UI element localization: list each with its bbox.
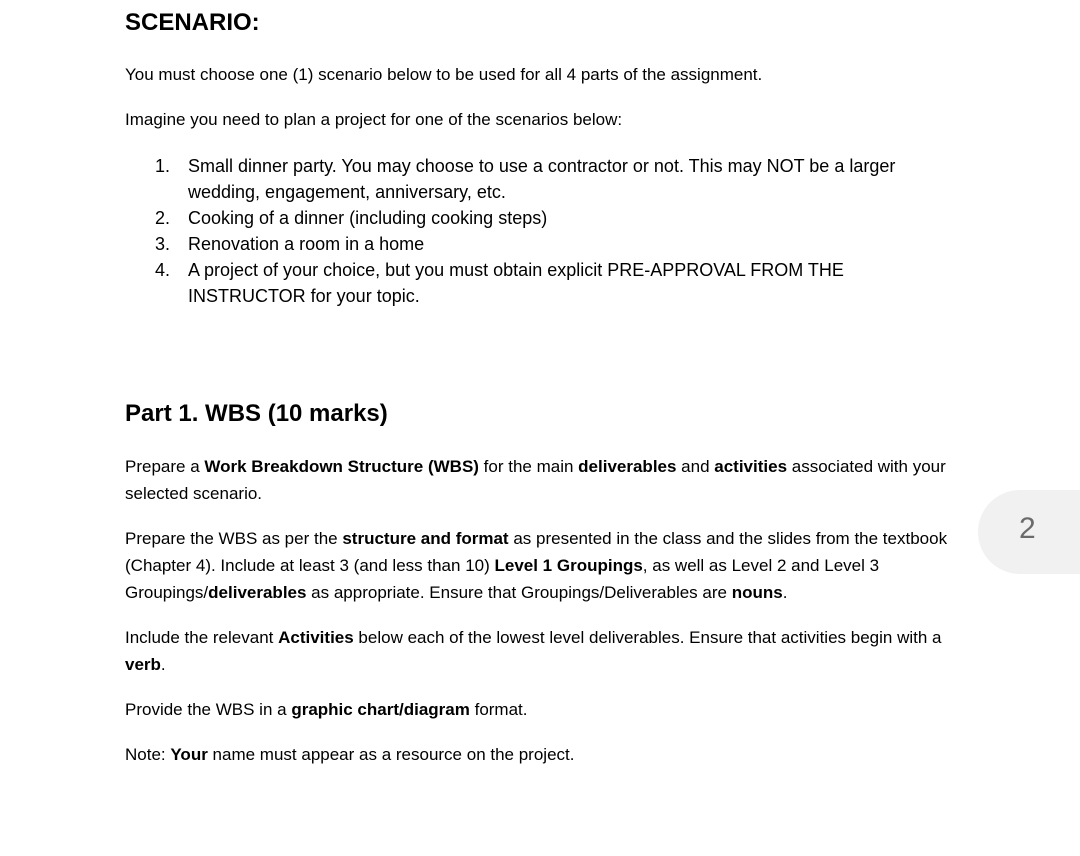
list-item-number: 4. (155, 260, 171, 280)
list-item (155, 153, 915, 205)
list-item (155, 257, 915, 309)
wbs-note: Note: Your name must appear as a resource on the project. (125, 745, 575, 764)
list-item (155, 205, 915, 231)
wbs-paragraph-1: Prepare a Work Breakdown Structure (WBS) for the main deliverables and activities associated with your selected scenario. (125, 457, 946, 503)
list-item-number: 2. (155, 208, 171, 228)
list-item-text: Cooking of a dinner (including cooking steps) (188, 208, 548, 228)
list-item-number: 3. (155, 234, 171, 254)
wbs-paragraph-4: Provide the WBS in a graphic chart/diagram format. (125, 700, 528, 719)
list-item (155, 231, 915, 257)
intro-paragraph-2: Imagine you need to plan a project for one of the scenarios below: (125, 110, 623, 129)
wbs-paragraph-3: Include the relevant Activities below each of the lowest level deliverables. Ensure that activities begin with a verb. (125, 628, 942, 674)
part1-heading: Part 1. WBS (10 marks) (125, 400, 388, 427)
list-item-text: Small dinner party. You may choose to use a contractor or not. This may NOT be a larger wedding, engagement, anniversary, etc. (188, 156, 896, 202)
list-item-text: A project of your choice, but you must obtain explicit PRE-APPROVAL FROM THE INSTRUCTOR for your topic. (188, 260, 844, 306)
wbs-paragraph-2: Prepare the WBS as per the structure and format as presented in the class and the slides from the textbook (Chapter 4). Include at least 3 (and less than 10) Level 1 Groupings, as well as Level 2 and Level 3 Groupings/deliverables as appropriate. Ensure that Groupings/Deliverables are nouns. (125, 529, 948, 602)
list-item-text: Renovation a room in a home (188, 234, 425, 254)
scenario-heading: SCENARIO: (125, 9, 260, 36)
list-item-number: 1. (155, 156, 171, 176)
scenario-list (155, 153, 915, 309)
intro-paragraph-1: You must choose one (1) scenario below to be used for all 4 parts of the assignment. (125, 65, 763, 84)
page-number: 2 (1019, 512, 1036, 545)
